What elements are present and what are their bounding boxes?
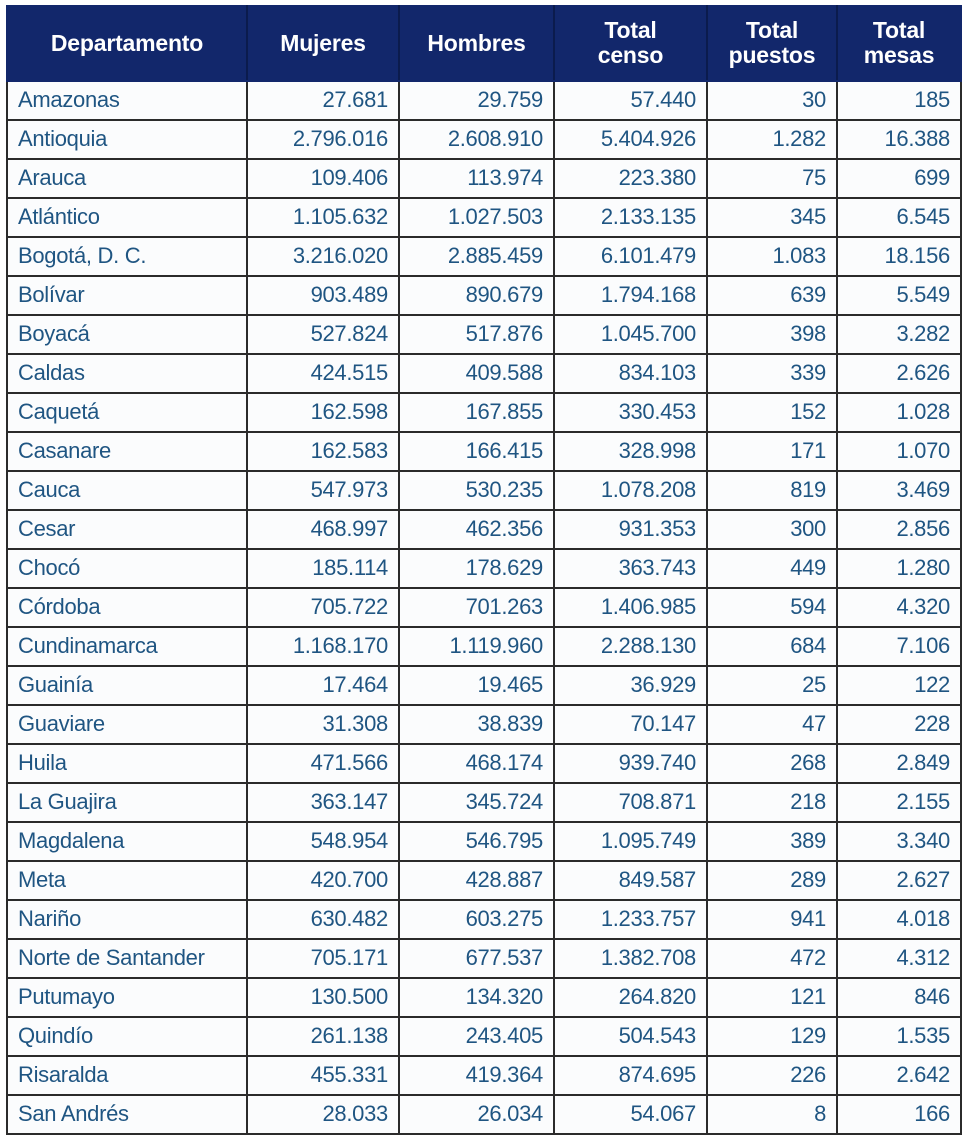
column-header-label: Hombres xyxy=(427,29,526,56)
cell-total_puestos: 594 xyxy=(707,588,837,627)
cell-total_censo: 1.406.985 xyxy=(554,588,707,627)
cell-mujeres: 261.138 xyxy=(247,1017,399,1056)
cell-departamento: Guainía xyxy=(7,666,247,705)
column-header-label: mesas xyxy=(863,42,935,68)
cell-departamento: Bolívar xyxy=(7,276,247,315)
cell-total_puestos: 152 xyxy=(707,393,837,432)
cell-total_mesas: 6.545 xyxy=(837,198,961,237)
cell-total_puestos: 25 xyxy=(707,666,837,705)
cell-total_mesas: 2.627 xyxy=(837,861,961,900)
table-row[interactable] xyxy=(7,198,961,237)
cell-total_puestos: 121 xyxy=(707,978,837,1017)
cell-hombres: 29.759 xyxy=(399,81,554,120)
cell-mujeres: 547.973 xyxy=(247,471,399,510)
table-row[interactable] xyxy=(7,900,961,939)
cell-mujeres: 162.583 xyxy=(247,432,399,471)
cell-hombres: 113.974 xyxy=(399,159,554,198)
cell-mujeres: 130.500 xyxy=(247,978,399,1017)
cell-mujeres: 424.515 xyxy=(247,354,399,393)
cell-hombres: 166.415 xyxy=(399,432,554,471)
cell-hombres: 243.405 xyxy=(399,1017,554,1056)
cell-departamento: Quindío xyxy=(7,1017,247,1056)
cell-total_censo: 1.382.708 xyxy=(554,939,707,978)
cell-total_puestos: 345 xyxy=(707,198,837,237)
cell-hombres: 345.724 xyxy=(399,783,554,822)
cell-departamento: Bogotá, D. C. xyxy=(7,237,247,276)
cell-departamento: Putumayo xyxy=(7,978,247,1017)
cell-total_puestos: 1.083 xyxy=(707,237,837,276)
cell-departamento: Cauca xyxy=(7,471,247,510)
table-row[interactable] xyxy=(7,666,961,705)
cell-hombres: 603.275 xyxy=(399,900,554,939)
table-row[interactable] xyxy=(7,510,961,549)
cell-total_puestos: 171 xyxy=(707,432,837,471)
cell-departamento: Nariño xyxy=(7,900,247,939)
cell-mujeres: 1.168.170 xyxy=(247,627,399,666)
cell-total_censo: 1.045.700 xyxy=(554,315,707,354)
cell-total_censo: 834.103 xyxy=(554,354,707,393)
table-row[interactable] xyxy=(7,822,961,861)
cell-total_puestos: 226 xyxy=(707,1056,837,1095)
table-row[interactable] xyxy=(7,627,961,666)
cell-departamento: Guaviare xyxy=(7,705,247,744)
cell-hombres: 2.608.910 xyxy=(399,120,554,159)
table-row[interactable] xyxy=(7,861,961,900)
cell-total_mesas: 16.388 xyxy=(837,120,961,159)
cell-total_mesas: 2.856 xyxy=(837,510,961,549)
cell-departamento: Caquetá xyxy=(7,393,247,432)
cell-hombres: 1.119.960 xyxy=(399,627,554,666)
cell-departamento: Risaralda xyxy=(7,1056,247,1095)
table-row[interactable] xyxy=(7,1056,961,1095)
cell-total_mesas: 846 xyxy=(837,978,961,1017)
cell-departamento: Norte de Santander xyxy=(7,939,247,978)
column-header-total_puestos[interactable] xyxy=(707,6,837,81)
cell-total_puestos: 398 xyxy=(707,315,837,354)
table-row[interactable] xyxy=(7,588,961,627)
cell-hombres: 890.679 xyxy=(399,276,554,315)
table-body xyxy=(7,81,961,1134)
cell-total_mesas: 3.340 xyxy=(837,822,961,861)
cell-mujeres: 109.406 xyxy=(247,159,399,198)
cell-departamento: Chocó xyxy=(7,549,247,588)
column-header-total_censo[interactable] xyxy=(554,6,707,81)
cell-mujeres: 17.464 xyxy=(247,666,399,705)
cell-mujeres: 185.114 xyxy=(247,549,399,588)
table-row[interactable] xyxy=(7,1017,961,1056)
cell-total_puestos: 218 xyxy=(707,783,837,822)
cell-hombres: 409.588 xyxy=(399,354,554,393)
cell-mujeres: 3.216.020 xyxy=(247,237,399,276)
header-row xyxy=(7,6,961,81)
cell-hombres: 167.855 xyxy=(399,393,554,432)
cell-total_puestos: 8 xyxy=(707,1095,837,1134)
cell-hombres: 2.885.459 xyxy=(399,237,554,276)
cell-total_censo: 849.587 xyxy=(554,861,707,900)
cell-hombres: 178.629 xyxy=(399,549,554,588)
table-row[interactable] xyxy=(7,939,961,978)
cell-departamento: Huila xyxy=(7,744,247,783)
cell-hombres: 26.034 xyxy=(399,1095,554,1134)
cell-total_mesas: 4.018 xyxy=(837,900,961,939)
cell-mujeres: 363.147 xyxy=(247,783,399,822)
cell-hombres: 19.465 xyxy=(399,666,554,705)
table-row[interactable] xyxy=(7,549,961,588)
cell-total_censo: 223.380 xyxy=(554,159,707,198)
cell-total_mesas: 1.280 xyxy=(837,549,961,588)
cell-total_censo: 54.067 xyxy=(554,1095,707,1134)
column-header-total_mesas[interactable] xyxy=(837,6,961,81)
table-row[interactable] xyxy=(7,120,961,159)
cell-departamento: Boyacá xyxy=(7,315,247,354)
cell-total_mesas: 2.626 xyxy=(837,354,961,393)
cell-total_censo: 6.101.479 xyxy=(554,237,707,276)
column-header-label: puestos xyxy=(728,42,816,68)
cell-hombres: 517.876 xyxy=(399,315,554,354)
cell-total_mesas: 5.549 xyxy=(837,276,961,315)
cell-total_censo: 70.147 xyxy=(554,705,707,744)
table-row[interactable] xyxy=(7,744,961,783)
cell-total_mesas: 166 xyxy=(837,1095,961,1134)
cell-hombres: 530.235 xyxy=(399,471,554,510)
cell-hombres: 462.356 xyxy=(399,510,554,549)
column-header-label: Total xyxy=(604,17,657,44)
table-row[interactable] xyxy=(7,354,961,393)
cell-total_mesas: 2.849 xyxy=(837,744,961,783)
cell-total_mesas: 1.070 xyxy=(837,432,961,471)
table-row[interactable] xyxy=(7,276,961,315)
cell-mujeres: 468.997 xyxy=(247,510,399,549)
cell-hombres: 38.839 xyxy=(399,705,554,744)
cell-total_censo: 2.133.135 xyxy=(554,198,707,237)
cell-total_censo: 57.440 xyxy=(554,81,707,120)
table-row[interactable] xyxy=(7,159,961,198)
cell-mujeres: 162.598 xyxy=(247,393,399,432)
table-row[interactable] xyxy=(7,393,961,432)
cell-departamento: Cundinamarca xyxy=(7,627,247,666)
cell-total_censo: 1.095.749 xyxy=(554,822,707,861)
table-row[interactable] xyxy=(7,432,961,471)
cell-departamento: Casanare xyxy=(7,432,247,471)
table-row[interactable] xyxy=(7,1095,961,1134)
cell-total_mesas: 699 xyxy=(837,159,961,198)
cell-departamento: Antioquia xyxy=(7,120,247,159)
cell-mujeres: 28.033 xyxy=(247,1095,399,1134)
cell-mujeres: 527.824 xyxy=(247,315,399,354)
cell-total_puestos: 300 xyxy=(707,510,837,549)
cell-mujeres: 27.681 xyxy=(247,81,399,120)
cell-departamento: Cesar xyxy=(7,510,247,549)
cell-total_puestos: 472 xyxy=(707,939,837,978)
column-header-label: Total xyxy=(872,17,926,44)
cell-total_censo: 5.404.926 xyxy=(554,120,707,159)
cell-departamento: Arauca xyxy=(7,159,247,198)
cell-total_puestos: 941 xyxy=(707,900,837,939)
cell-total_censo: 874.695 xyxy=(554,1056,707,1095)
table-row[interactable] xyxy=(7,315,961,354)
cell-total_puestos: 1.282 xyxy=(707,120,837,159)
cell-total_mesas: 4.320 xyxy=(837,588,961,627)
cell-total_censo: 1.233.757 xyxy=(554,900,707,939)
cell-departamento: Amazonas xyxy=(7,81,247,120)
cell-hombres: 1.027.503 xyxy=(399,198,554,237)
column-header-label: censo xyxy=(597,42,664,68)
cell-mujeres: 705.171 xyxy=(247,939,399,978)
cell-total_mesas: 185 xyxy=(837,81,961,120)
cell-mujeres: 471.566 xyxy=(247,744,399,783)
table-header xyxy=(7,6,961,81)
cell-total_puestos: 289 xyxy=(707,861,837,900)
cell-total_mesas: 3.469 xyxy=(837,471,961,510)
cell-total_puestos: 75 xyxy=(707,159,837,198)
cell-total_puestos: 129 xyxy=(707,1017,837,1056)
cell-hombres: 546.795 xyxy=(399,822,554,861)
cell-total_censo: 2.288.130 xyxy=(554,627,707,666)
cell-departamento: Magdalena xyxy=(7,822,247,861)
column-header-label: Total xyxy=(745,17,799,44)
cell-hombres: 468.174 xyxy=(399,744,554,783)
column-header-departamento[interactable] xyxy=(7,6,247,81)
cell-total_censo: 36.929 xyxy=(554,666,707,705)
cell-total_puestos: 819 xyxy=(707,471,837,510)
cell-total_censo: 708.871 xyxy=(554,783,707,822)
cell-departamento: Córdoba xyxy=(7,588,247,627)
table-row[interactable] xyxy=(7,783,961,822)
column-header-mujeres[interactable] xyxy=(247,6,399,81)
cell-total_censo: 363.743 xyxy=(554,549,707,588)
cell-total_puestos: 47 xyxy=(707,705,837,744)
table-row[interactable] xyxy=(7,81,961,120)
column-header-label: Mujeres xyxy=(280,29,366,56)
cell-total_mesas: 1.535 xyxy=(837,1017,961,1056)
cell-total_puestos: 30 xyxy=(707,81,837,120)
cell-total_mesas: 2.642 xyxy=(837,1056,961,1095)
cell-total_puestos: 684 xyxy=(707,627,837,666)
cell-departamento: Meta xyxy=(7,861,247,900)
cell-mujeres: 455.331 xyxy=(247,1056,399,1095)
column-header-label: Departamento xyxy=(50,29,204,56)
cell-total_puestos: 389 xyxy=(707,822,837,861)
cell-departamento: Atlántico xyxy=(7,198,247,237)
table-row[interactable] xyxy=(7,705,961,744)
cell-total_censo: 1.794.168 xyxy=(554,276,707,315)
cell-total_puestos: 268 xyxy=(707,744,837,783)
cell-total_censo: 264.820 xyxy=(554,978,707,1017)
cell-mujeres: 2.796.016 xyxy=(247,120,399,159)
cell-total_censo: 939.740 xyxy=(554,744,707,783)
cell-total_puestos: 449 xyxy=(707,549,837,588)
cell-total_mesas: 2.155 xyxy=(837,783,961,822)
cell-total_censo: 1.078.208 xyxy=(554,471,707,510)
cell-total_mesas: 1.028 xyxy=(837,393,961,432)
cell-mujeres: 420.700 xyxy=(247,861,399,900)
cell-hombres: 701.263 xyxy=(399,588,554,627)
cell-total_censo: 330.453 xyxy=(554,393,707,432)
column-header-hombres[interactable] xyxy=(399,6,554,81)
cell-hombres: 677.537 xyxy=(399,939,554,978)
cell-total_mesas: 122 xyxy=(837,666,961,705)
cell-total_puestos: 639 xyxy=(707,276,837,315)
table-row[interactable] xyxy=(7,237,961,276)
cell-hombres: 419.364 xyxy=(399,1056,554,1095)
cell-hombres: 428.887 xyxy=(399,861,554,900)
cell-total_puestos: 339 xyxy=(707,354,837,393)
cell-departamento: Caldas xyxy=(7,354,247,393)
cell-total_censo: 504.543 xyxy=(554,1017,707,1056)
cell-total_mesas: 18.156 xyxy=(837,237,961,276)
cell-mujeres: 705.722 xyxy=(247,588,399,627)
cell-total_censo: 328.998 xyxy=(554,432,707,471)
table-row[interactable] xyxy=(7,471,961,510)
table-row[interactable] xyxy=(7,978,961,1017)
cell-total_mesas: 3.282 xyxy=(837,315,961,354)
cell-departamento: San Andrés xyxy=(7,1095,247,1134)
cell-departamento: La Guajira xyxy=(7,783,247,822)
cell-total_mesas: 7.106 xyxy=(837,627,961,666)
census-table xyxy=(6,5,962,1135)
cell-total_mesas: 4.312 xyxy=(837,939,961,978)
cell-total_censo: 931.353 xyxy=(554,510,707,549)
cell-mujeres: 1.105.632 xyxy=(247,198,399,237)
cell-total_mesas: 228 xyxy=(837,705,961,744)
cell-hombres: 134.320 xyxy=(399,978,554,1017)
cell-mujeres: 903.489 xyxy=(247,276,399,315)
cell-mujeres: 548.954 xyxy=(247,822,399,861)
cell-mujeres: 630.482 xyxy=(247,900,399,939)
cell-mujeres: 31.308 xyxy=(247,705,399,744)
